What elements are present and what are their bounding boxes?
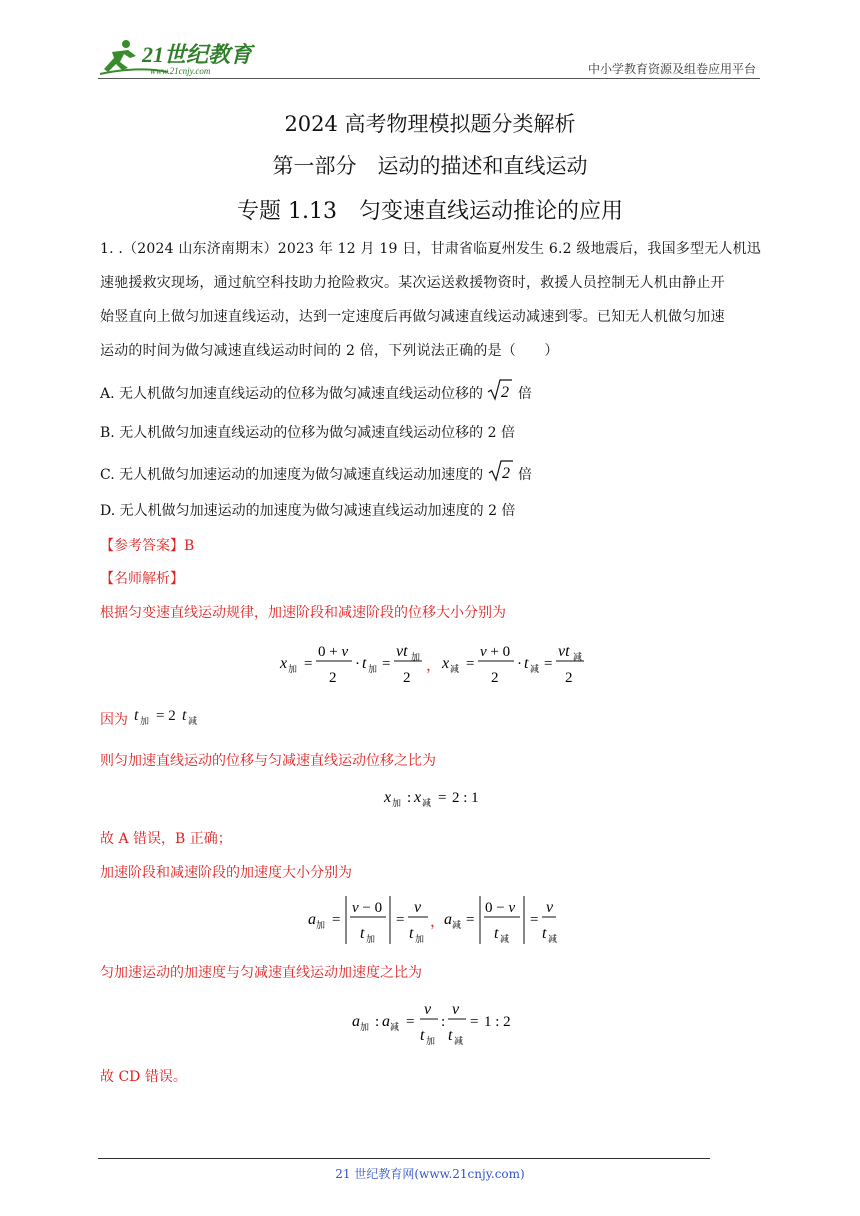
svg-text:v: v bbox=[452, 1001, 460, 1018]
svg-text:a: a bbox=[382, 1013, 390, 1030]
question-line-3: 始竖直向上做匀加速直线运动，达到一定速度后再做匀减速直线运动减速到零。已知无人机做匀加速 bbox=[100, 309, 725, 325]
svg-text:=: = bbox=[382, 656, 391, 672]
svg-text:v + 0: v + 0 bbox=[480, 644, 511, 660]
svg-text:a: a bbox=[308, 911, 316, 928]
svg-text:t: t bbox=[420, 1027, 425, 1044]
option-a-text: A. 无人机做匀加速直线运动的位移为做匀减速直线运动位移的 bbox=[100, 386, 484, 402]
svg-text:·: · bbox=[355, 656, 360, 672]
sub-jia: 加 bbox=[316, 920, 326, 930]
sub-jia: 加 bbox=[415, 934, 425, 944]
option-b: B. 无人机做匀加速直线运动的位移为做匀减速直线运动位移的 2 倍 bbox=[100, 425, 515, 441]
analysis-sentence-2 bbox=[100, 706, 222, 734]
analysis-sentence-6: 匀加速运动的加速度与匀减速直线运动加速度之比为 bbox=[100, 965, 422, 981]
footer-link[interactable]: 21 世纪教育网(www.21cnjy.com) bbox=[335, 1167, 525, 1181]
sub-jia: 加 bbox=[360, 1022, 370, 1032]
ratio-value-1: 2 : 1 bbox=[452, 790, 479, 806]
svg-text:=: = bbox=[406, 1014, 415, 1030]
svg-text:2: 2 bbox=[491, 670, 499, 686]
option-a-tail: 倍 bbox=[517, 386, 532, 402]
sub-jian: 减 bbox=[454, 1036, 464, 1046]
sqrt-value: 2 bbox=[501, 465, 510, 482]
svg-text:t: t bbox=[182, 707, 187, 724]
sub-jian: 减 bbox=[390, 1022, 400, 1032]
svg-text:a: a bbox=[444, 911, 452, 928]
question-stem bbox=[100, 232, 762, 368]
svg-text:x: x bbox=[442, 655, 450, 672]
svg-text:t: t bbox=[542, 925, 547, 942]
because-text: 因为 bbox=[100, 712, 128, 728]
svg-text:=: = bbox=[304, 656, 313, 672]
option-d: D. 无人机做匀加速运动的加速度为做匀减速直线运动加速度的 2 倍 bbox=[100, 503, 516, 519]
svg-text:v: v bbox=[546, 899, 554, 916]
ratio-value-2: 1 : 2 bbox=[484, 1014, 511, 1030]
sub-jia: 加 bbox=[411, 652, 421, 662]
svg-text:t: t bbox=[362, 655, 367, 672]
svg-text:=: = bbox=[466, 656, 475, 672]
answer-label: 【参考答案】B bbox=[100, 538, 195, 554]
svg-text:= 2: = 2 bbox=[156, 708, 177, 724]
sub-jian: 减 bbox=[548, 934, 558, 944]
analysis-sentence-5: 加速阶段和减速阶段的加速度大小分别为 bbox=[100, 865, 352, 881]
sub-jia: 加 bbox=[368, 664, 378, 674]
svg-text:=: = bbox=[544, 656, 553, 672]
svg-text:v: v bbox=[424, 1001, 432, 1018]
sub-jian: 减 bbox=[188, 716, 198, 726]
svg-text:t: t bbox=[494, 925, 499, 942]
question-line-2: 速驰援救灾现场，通过航空科技助力抢险救灾。某次运送救援物资时，救援人员控制无人机由静止开 bbox=[100, 275, 725, 291]
svg-text:t: t bbox=[134, 707, 139, 724]
footer-divider bbox=[98, 1158, 710, 1159]
option-a bbox=[100, 380, 532, 408]
svg-text:vt: vt bbox=[396, 643, 408, 660]
option-c bbox=[100, 461, 532, 489]
sqrt-icon bbox=[488, 459, 514, 487]
svg-text:x: x bbox=[280, 655, 288, 672]
svg-text:0 − v: 0 − v bbox=[485, 900, 516, 916]
logo-text: 21世纪教育 bbox=[142, 42, 253, 67]
analysis-sentence-3: 则匀加速直线运动的位移与匀减速直线运动位移之比为 bbox=[100, 753, 436, 769]
svg-text:=: = bbox=[396, 912, 405, 928]
svg-text:=: = bbox=[438, 790, 447, 806]
sub-jian: 减 bbox=[450, 664, 460, 674]
svg-text:2: 2 bbox=[565, 670, 573, 686]
sub-jian: 减 bbox=[452, 920, 462, 930]
site-logo[interactable] bbox=[98, 36, 268, 78]
sub-jia: 加 bbox=[366, 934, 376, 944]
svg-text:=: = bbox=[332, 912, 341, 928]
svg-text:0 + v: 0 + v bbox=[318, 644, 349, 660]
equation-displacement bbox=[278, 636, 588, 696]
svg-text::: : bbox=[441, 1014, 446, 1030]
svg-text:a: a bbox=[352, 1013, 360, 1030]
sub-jia: 加 bbox=[288, 664, 298, 674]
svg-text:x: x bbox=[414, 789, 422, 806]
sqrt-icon bbox=[487, 378, 513, 406]
question-line-1: 1. .（2024 山东济南期末）2023 年 12 月 19 日，甘肃省临夏州发生 6.2 级地震后，我国多型无人机迅 bbox=[100, 241, 762, 257]
equation-acceleration-ratio bbox=[350, 994, 520, 1054]
equation-displacement-ratio bbox=[382, 784, 492, 814]
option-c-text: C. 无人机做匀加速运动的加速度为做匀减速直线运动加速度的 bbox=[100, 467, 484, 483]
svg-text:·: · bbox=[517, 656, 522, 672]
svg-text:v: v bbox=[414, 899, 422, 916]
sub-jia: 加 bbox=[392, 798, 402, 808]
svg-text:=: = bbox=[470, 1014, 479, 1030]
analysis-sentence-4: 故 A 错误，B 正确； bbox=[100, 831, 232, 847]
header-platform-text: 中小学教育资源及组卷应用平台 bbox=[587, 62, 756, 76]
page-header bbox=[98, 30, 758, 80]
svg-text::: : bbox=[407, 790, 412, 806]
sub-jia: 加 bbox=[140, 716, 150, 726]
svg-text:=: = bbox=[466, 912, 475, 928]
analysis-label: 【名师解析】 bbox=[100, 571, 184, 587]
svg-text:t: t bbox=[409, 925, 414, 942]
analysis-sentence-7: 故 CD 错误。 bbox=[100, 1069, 187, 1085]
equation-acceleration bbox=[306, 892, 556, 952]
svg-text:，: ， bbox=[430, 914, 446, 930]
sub-jian: 减 bbox=[573, 652, 583, 662]
svg-text:2: 2 bbox=[329, 670, 337, 686]
svg-text:t: t bbox=[360, 925, 365, 942]
sub-jian: 减 bbox=[422, 798, 432, 808]
logo-url: www.21cnjy.com bbox=[150, 66, 211, 76]
option-c-tail: 倍 bbox=[518, 467, 533, 483]
sqrt-value: 2 bbox=[501, 384, 510, 401]
svg-text:x: x bbox=[384, 789, 392, 806]
svg-text:，: ， bbox=[426, 658, 442, 674]
svg-text:t: t bbox=[524, 655, 529, 672]
logo-runner-icon bbox=[98, 36, 268, 78]
sub-jian: 减 bbox=[500, 934, 510, 944]
equation-time-relation bbox=[132, 703, 222, 731]
doc-topic-title: 专题 1.13 匀变速直线运动推论的应用 bbox=[237, 199, 623, 224]
svg-text:vt: vt bbox=[558, 643, 570, 660]
header-divider bbox=[98, 78, 760, 79]
sub-jia: 加 bbox=[426, 1036, 436, 1046]
svg-text:2: 2 bbox=[403, 670, 411, 686]
analysis-sentence-1: 根据匀变速直线运动规律，加速阶段和减速阶段的位移大小分别为 bbox=[100, 605, 506, 621]
svg-text:t: t bbox=[448, 1027, 453, 1044]
svg-text:=: = bbox=[530, 912, 539, 928]
svg-text::: : bbox=[375, 1014, 380, 1030]
doc-part-title: 第一部分 运动的描述和直线运动 bbox=[272, 154, 588, 178]
sub-jian: 减 bbox=[530, 664, 540, 674]
doc-title: 2024 高考物理模拟题分类解析 bbox=[284, 112, 576, 136]
svg-text:v − 0: v − 0 bbox=[352, 900, 383, 916]
question-line-4: 运动的时间为做匀减速直线运动时间的 2 倍，下列说法正确的是（ ） bbox=[100, 343, 559, 359]
